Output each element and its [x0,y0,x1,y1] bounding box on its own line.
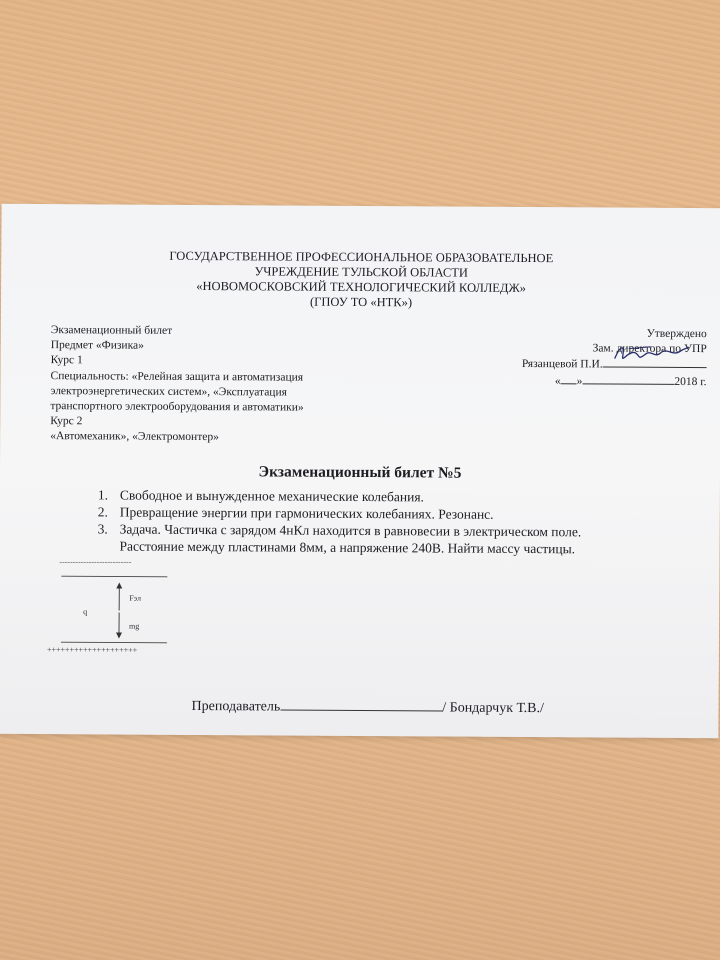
approval-year: 2018 г. [674,375,707,388]
bottom-plate [61,642,167,643]
questions-list [97,486,581,557]
top-plate-dashes: --------------------------- [59,557,132,567]
teacher-label: Преподаватель [191,698,281,715]
question-item: 1. Свободное и вынужденное механические колебания. [97,487,424,505]
course-1: Курс 1 [50,354,83,367]
approver-name: Рязанцевой П.И. [521,358,603,371]
teacher-signature-row [192,697,544,717]
ticket-info [50,323,304,446]
header-line-2: УЧРЕЖДЕНИЕ ТУЛЬСКОЙ ОБЛАСТИ [254,264,468,280]
institution-header [1,248,720,312]
month-blank [582,373,674,385]
handwritten-signature [611,343,691,365]
electric-force-label: Fэл [129,593,141,603]
top-plate [61,576,167,577]
approval-block [522,326,707,390]
teacher-signature-line [280,698,442,712]
arrow-down-head-icon [116,633,122,639]
approval-date [522,373,707,390]
question-item: 3. Задача. Частичка с зарядом 4нКл находится в равновесии в электрическом поле. [97,521,582,540]
header-line-1: ГОСУДАРСТВЕННОЕ ПРОФЕССИОНАЛЬНОЕ ОБРАЗОВАТЕЛЬНОЕ [169,248,554,266]
ticket-title: Экзаменационный билет №5 [258,463,462,482]
approver-name-line [522,356,707,373]
gravity-force-label: mg [129,621,140,631]
professions: «Автомеханик», «Электромонтер» [50,430,219,444]
specialty-line-2: электроэнергетических систем», «Эксплуатация [50,384,287,399]
bottom-plate-pluses: ++++++++++++++++++++ [46,645,138,655]
exam-ticket-sheet [0,204,720,738]
arrow-up-head-icon [116,583,122,589]
day-blank [561,373,577,384]
header-line-3: «НОВОМОСКОВСКИЙ ТЕХНОЛОГИЧЕСКИЙ КОЛЛЕДЖ» [196,278,526,296]
approver-position: Зам. директора по УПР [592,342,707,356]
course-2: Курс 2 [50,415,83,428]
date-quote-close: » [576,374,583,387]
header-line-4: (ГПОУ ТО «НТК») [309,294,413,310]
specialty-line-1: Специальность: «Релейная защита и автоматизация [50,369,304,384]
teacher-name: / Бондарчук Т.В./ [442,700,544,717]
question-item: 2. Превращение энергии при гармонических колебаниях. Резонанс. [97,504,494,522]
date-quote-open: « [554,374,561,387]
capacitor-diagram [39,556,180,657]
question-item: Расстояние между пластинами 8мм, а напряжение 240В. Найти массу частицы. [119,538,576,557]
ticket-label: Экзаменационный билет [50,324,173,337]
charge-label: q [83,607,88,617]
signature-line [603,357,707,369]
approved-label: Утверждено [646,327,707,341]
subject: Предмет «Физика» [50,339,144,352]
specialty-line-3: транспортного электрооборудования и автоматики» [50,400,304,414]
